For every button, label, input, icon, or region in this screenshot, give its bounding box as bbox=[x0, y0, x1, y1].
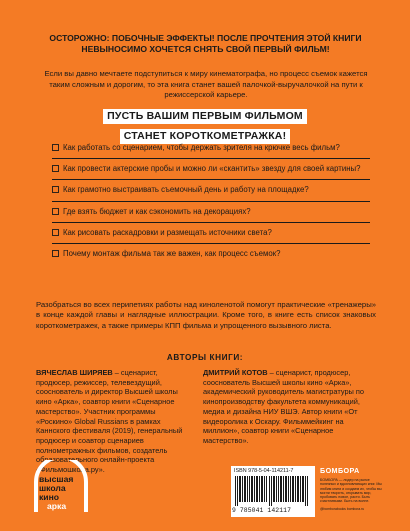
barcode-number: 9 785041 142117 bbox=[232, 507, 292, 514]
question-text: Где взять бюджет и как сэкономить на декорациях? bbox=[63, 206, 251, 216]
author-name: ВЯЧЕСЛАВ ШИРЯЕВ bbox=[36, 368, 113, 377]
description-text: Разобраться во всех перипетиях работы над киноленотой помогут практические «тренажеры» в конце каждой главы и наглядные иллюстрации. Кроме того, в книге есть список знаковых короткометражек, а также примеры КПП фильма и упрощенного вызывного листа. bbox=[36, 300, 376, 330]
author-bio-1 bbox=[36, 368, 188, 475]
authors-heading: АВТОРЫ КНИГИ: bbox=[166, 353, 244, 362]
author-bio-2 bbox=[203, 368, 371, 446]
film-school-logo bbox=[32, 460, 90, 518]
barcode-bars bbox=[235, 476, 311, 506]
square-bullet-icon bbox=[52, 165, 59, 172]
publisher-block bbox=[320, 466, 382, 511]
publisher-socials: @bomborabooks bombora.ru bbox=[320, 506, 365, 511]
question-item bbox=[52, 249, 370, 264]
question-item bbox=[52, 185, 370, 201]
question-item bbox=[52, 143, 370, 159]
square-bullet-icon bbox=[52, 250, 59, 257]
logo-line-4: арка bbox=[47, 501, 67, 511]
question-item bbox=[52, 228, 370, 244]
question-text: Почему монтаж фильма так же важен, как процесс съемок? bbox=[63, 249, 281, 259]
question-text: Как грамотно выстраивать съемочный день и работу на площадке? bbox=[63, 185, 309, 195]
square-bullet-icon bbox=[52, 186, 59, 193]
logo-line-3: кино bbox=[39, 492, 60, 502]
publisher-fine-print: БОМБОРА — лидер на рынке полезных и вдохновляющих книг. Мы любим книги и создаем их, чтобы вы могли творить, открывать мир, пробовать новое, расти. Быть счастливыми. Быть на волне. bbox=[320, 478, 382, 504]
question-item bbox=[52, 207, 370, 223]
author-bio-text: – сценарист, продюсер, режиссер, телевездущий, сооснователь и директор Высшей школы кино «Арка», соавтор книги «Сценарное мастерство». Участник программы «Роскино» Global Russians в рамках Каннского фестиваля (2019), генеральный продюсер и соавтор сценариев полнометражных фильмов, создатель образовательного онлайн-проекта «Фильмошкола.ру». bbox=[36, 368, 183, 475]
headline-line-1: ПУСТЬ ВАШИМ ПЕРВЫМ ФИЛЬМОМ bbox=[103, 109, 307, 124]
question-item bbox=[52, 164, 370, 180]
square-bullet-icon bbox=[52, 229, 59, 236]
square-bullet-icon bbox=[52, 208, 59, 215]
logo-line-2: школа bbox=[39, 483, 66, 493]
author-name: ДМИТРИЙ КОТОВ bbox=[203, 368, 268, 377]
headline bbox=[100, 106, 310, 146]
logo-line-1: высшая bbox=[39, 474, 74, 484]
author-bio-text: – сценарист, продюсер, сооснователь Высшей школы кино «Арка», академический руководитель магистратуры по кинопроизводству факультета коммуникаций, медиа и дизайна НИУ ВШЭ. Автор книги «От видеоролика к Оскару. Фильммейкинг на миллион», соавтор книги «Сценарное мастерство». bbox=[203, 368, 365, 445]
warning-text: ОСТОРОЖНО: ПОБОЧНЫЕ ЭФФЕКТЫ! ПОСЛЕ ПРОЧТЕНИЯ ЭТОЙ КНИГИ НЕВЫНОСИМО ХОЧЕТСЯ СНЯТЬ СВОЙ ПЕРВЫЙ ФИЛЬМ! bbox=[49, 33, 362, 54]
question-list bbox=[52, 143, 370, 269]
intro-text: Если вы давно мечтаете подступиться к миру кинематографа, но процесс съемок кажется таким сложным и дорогим, то эта книга станет вашей палочкой-выручалочкой на пути к режиссерской карьере. bbox=[44, 69, 368, 100]
question-text: Как работать со сценарием, чтобы держать зрителя на крючке весь фильм? bbox=[63, 143, 340, 152]
headline-line-2: СТАНЕТ КОРОТКОМЕТРАЖКА! bbox=[120, 129, 291, 144]
barcode bbox=[231, 466, 315, 517]
publisher-name: БОМБОРА bbox=[320, 466, 360, 475]
question-text: Как провести актерские пробы и можно ли «скантить» звезду для своей картины? bbox=[63, 164, 361, 174]
question-text: Как рисовать раскадровки и размещать источники света? bbox=[63, 227, 272, 237]
square-bullet-icon bbox=[52, 144, 59, 151]
isbn-text: ISBN 978-5-04-114211-7 bbox=[234, 468, 294, 474]
